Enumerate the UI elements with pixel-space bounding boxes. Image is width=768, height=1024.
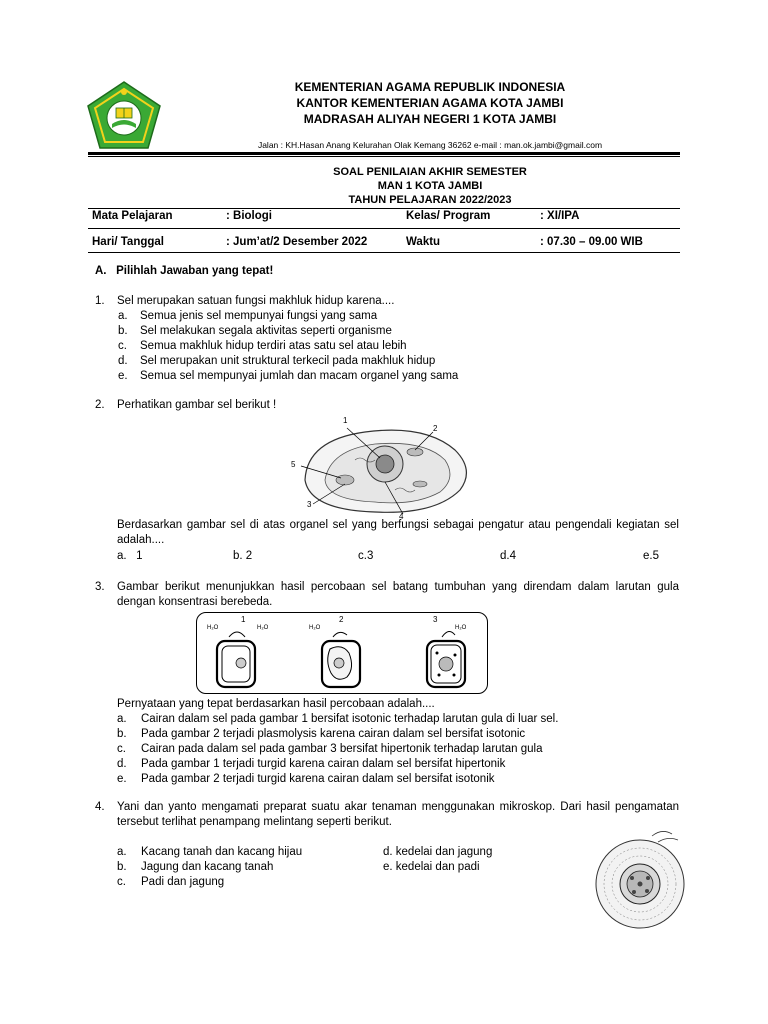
q4-options-left (117, 845, 302, 890)
q2-option-d[interactable]: d.4 (500, 550, 516, 562)
option-letter: b. (117, 728, 127, 740)
q2-number: 2. (95, 399, 105, 411)
exam-title-3: TAHUN PELAJARAN 2022/2023 (348, 194, 512, 206)
experiment-label-3: 3 (433, 615, 438, 624)
q1-number: 1. (95, 295, 105, 307)
q4-option-e[interactable]: e. kedelai dan padi (383, 861, 480, 873)
q2-option-a[interactable]: a. 1 (117, 550, 143, 562)
q4-option-c[interactable] (117, 875, 302, 890)
q4-option-d[interactable]: d. kedelai dan jagung (383, 846, 493, 858)
experiment-label-1: 1 (241, 615, 246, 624)
cell-label-4: 4 (399, 512, 404, 521)
exam-title-2: MAN 1 KOTA JAMBI (377, 180, 483, 192)
header-line-2: KANTOR KEMENTERIAN AGAMA KOTA JAMBI (296, 96, 564, 110)
option-text: Jagung dan kacang tanah (141, 861, 274, 873)
header-line-3: MADRASAH ALIYAH NEGERI 1 KOTA JAMBI (303, 112, 557, 126)
option-letter: a. (117, 713, 127, 725)
q1-option-c[interactable] (118, 339, 458, 354)
root-cross-section-figure (592, 826, 688, 930)
date-label: Hari/ Tanggal (92, 236, 164, 248)
option-letter: e. (117, 773, 127, 785)
option-text: Semua sel mempunyai jumlah dan macam organel yang sama (140, 370, 459, 382)
option-text: Padi dan jagung (141, 876, 225, 888)
cell-label-5: 5 (291, 460, 296, 469)
option-letter: d. (117, 758, 127, 770)
class-value: : XI/IPA (540, 210, 580, 222)
header-rule-thick (88, 152, 680, 155)
q2-stem: Berdasarkan gambar sel di atas organel sel yang berfungsi sebagai pengatur atau pengendali kegiatan sel adalah.... (117, 519, 679, 546)
q2-option-e[interactable]: e.5 (643, 550, 659, 562)
q4-option-b[interactable] (117, 860, 302, 875)
cell-label-3: 3 (307, 500, 312, 509)
q4-number: 4. (95, 801, 105, 813)
subject-value: : Biologi (226, 210, 272, 222)
info-line-bottom (88, 252, 680, 253)
info-line-mid (88, 228, 680, 229)
header-rule-thin (88, 156, 680, 157)
h2o-label: H₂O (309, 625, 321, 631)
option-text: Kacang tanah dan kacang hijau (141, 846, 303, 858)
option-letter: b. (118, 325, 128, 337)
q3-options (117, 712, 558, 787)
plant-cell-experiment-figure (196, 612, 488, 694)
option-text: Pada gambar 1 terjadi turgid karena cairan dalam sel bersifat hipertonik (141, 758, 506, 770)
q2-option-c[interactable]: c.3 (358, 550, 374, 562)
option-letter: b. (117, 861, 127, 873)
option-text: Cairan pada dalam sel pada gambar 3 bersifat hipertonik terhadap larutan gula (141, 743, 543, 755)
q3-stem: Pernyataan yang tepat berdasarkan hasil percobaan adalah.... (117, 698, 435, 710)
q3-option-b[interactable] (117, 727, 558, 742)
info-line-top (88, 208, 680, 209)
option-letter: c. (117, 743, 126, 755)
header-line-1: KEMENTERIAN AGAMA REPUBLIK INDONESIA (294, 80, 566, 94)
h2o-label: H₂O (207, 625, 219, 631)
option-letter: a. (118, 310, 128, 322)
option-text: Pada gambar 2 terjadi plasmolysis karena cairan dalam sel bersifat isotonic (141, 728, 526, 740)
option-text: Sel melakukan segala aktivitas seperti organisme (140, 325, 392, 337)
q3-text: Gambar berikut menunjukkan hasil percobaan sel batang tumbuhan yang direndam dalam larutan gula dengan konsentrasi berebeda. (117, 581, 679, 608)
cell-label-2: 2 (433, 424, 438, 433)
option-letter: c. (117, 876, 126, 888)
exam-title-1: SOAL PENILAIAN AKHIR SEMESTER (333, 166, 527, 178)
q1-option-a[interactable] (118, 309, 458, 324)
q4-options-right (383, 845, 492, 875)
option-letter: e. (118, 370, 128, 382)
q2-text: Perhatikan gambar sel berikut ! (117, 399, 277, 411)
option-text: Semua makhluk hidup terdiri atas satu sel atau lebih (140, 340, 407, 352)
q3-option-d[interactable] (117, 757, 558, 772)
section-a-heading: A. Pilihlah Jawaban yang tepat! (95, 265, 274, 277)
class-label: Kelas/ Program (406, 210, 491, 222)
subject-label: Mata Pelajaran (92, 210, 173, 222)
q3-option-c[interactable] (117, 742, 558, 757)
time-value: : 07.30 – 09.00 WIB (540, 236, 643, 248)
animal-cell-figure (285, 416, 485, 521)
q2-option-b[interactable]: b. 2 (233, 550, 253, 562)
time-label: Waktu (406, 236, 441, 248)
q1-options (118, 309, 458, 384)
option-letter: a. (117, 846, 127, 858)
date-value: : Jum’at/2 Desember 2022 (226, 236, 368, 248)
option-text: Sel merupakan unit struktural terkecil pada makhluk hidup (140, 355, 436, 367)
q1-option-d[interactable] (118, 354, 458, 369)
q1-text: Sel merupakan satuan fungsi makhluk hidup karena.... (117, 295, 395, 307)
q3-option-e[interactable] (117, 772, 558, 787)
experiment-label-2: 2 (339, 615, 344, 624)
ministry-logo (86, 80, 162, 150)
option-letter: d. (118, 355, 128, 367)
h2o-label: H₂O (257, 625, 269, 631)
header-address: Jalan : KH.Hasan Anang Kelurahan Olak Kemang 36262 e-mail : man.ok.jambi@gmail.com (257, 140, 603, 150)
q3-option-a[interactable] (117, 712, 558, 727)
option-text: Semua jenis sel mempunyai fungsi yang sama (140, 310, 378, 322)
option-text: Pada gambar 2 terjadi turgid karena cairan dalam sel bersifat isotonik (141, 773, 495, 785)
q3-number: 3. (95, 581, 105, 593)
option-letter: c. (118, 340, 127, 352)
h2o-label: H₂O (455, 625, 467, 631)
cell-label-1: 1 (343, 416, 348, 425)
option-text: Cairan dalam sel pada gambar 1 bersifat isotonic terhadap larutan gula di luar sel. (141, 713, 559, 725)
q4-text: Yani dan yanto mengamati preparat suatu akar tenaman menggunakan mikroskop. Dari hasil pengamatan tersebut terlihat penampang melintang seperti berikut. (117, 801, 679, 828)
q4-option-a[interactable] (117, 845, 302, 860)
q1-option-b[interactable] (118, 324, 458, 339)
q1-option-e[interactable] (118, 369, 458, 384)
